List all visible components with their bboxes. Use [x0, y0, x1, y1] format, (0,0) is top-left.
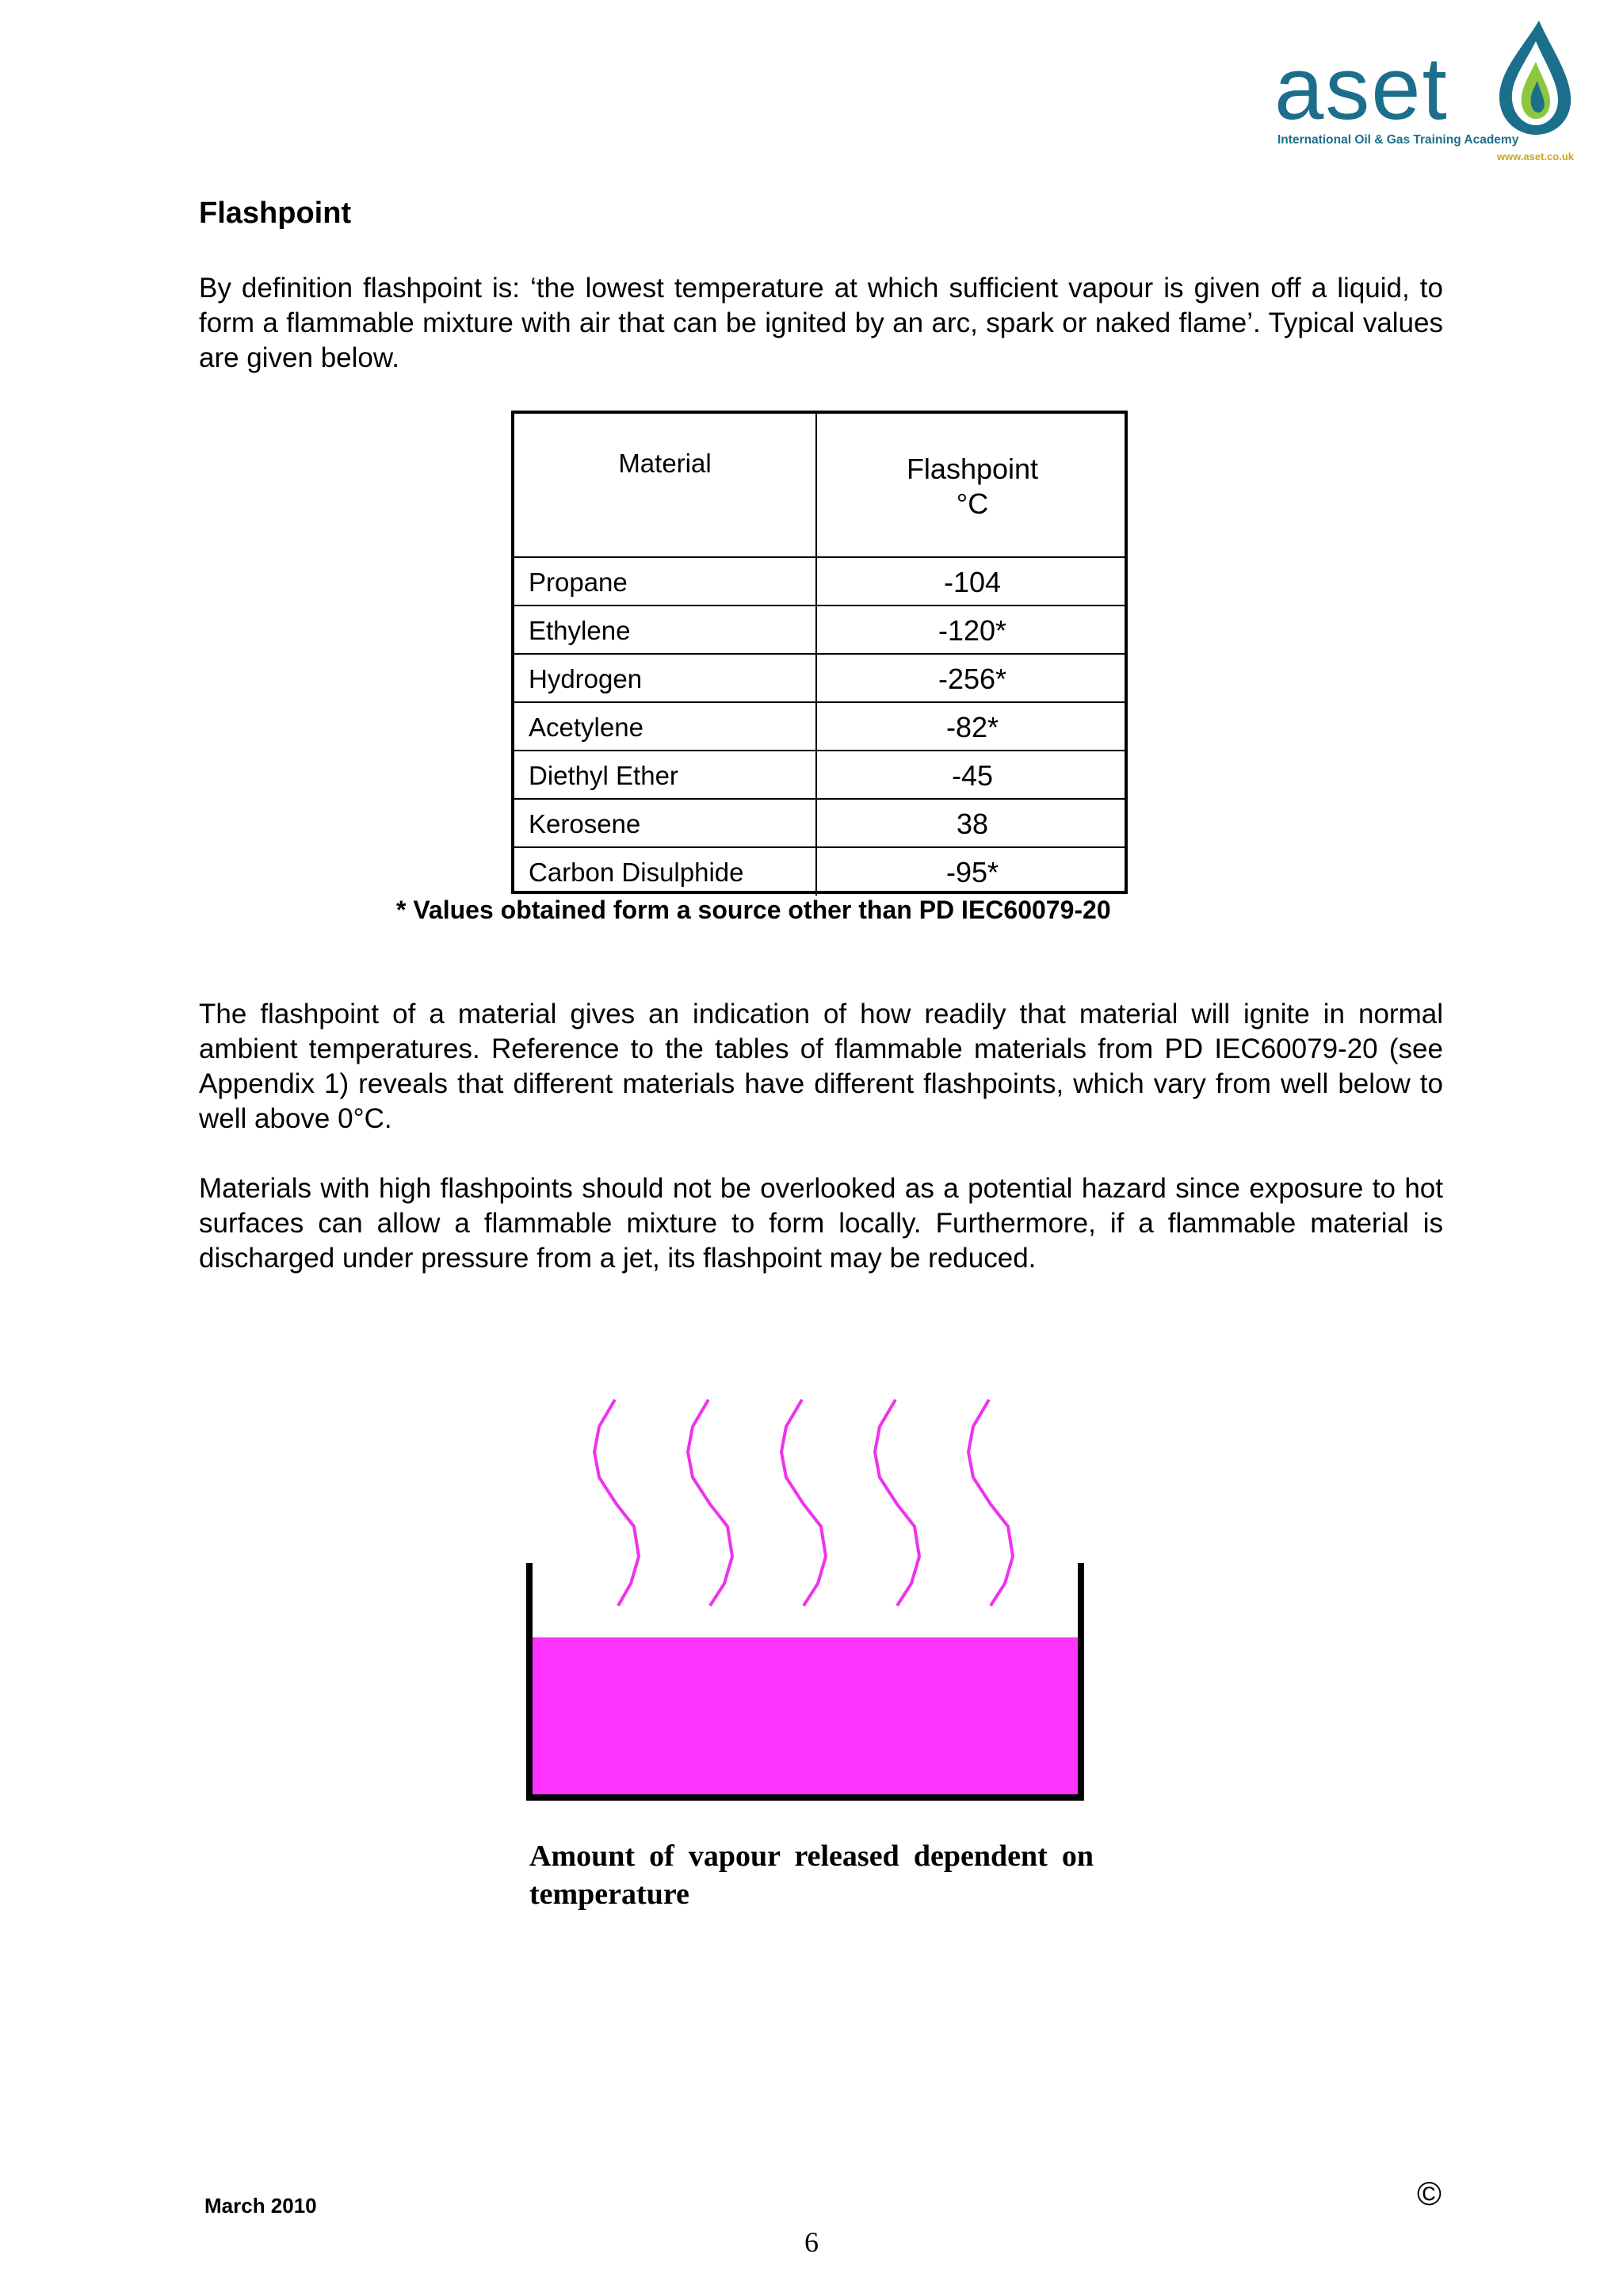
- table-row: [514, 703, 1128, 751]
- logo-wordmark: aset: [1274, 39, 1449, 138]
- vapour-line: [968, 1400, 1013, 1606]
- vapour-line: [688, 1400, 732, 1606]
- material-cell: Diethyl Ether: [514, 751, 817, 798]
- table-row: [514, 848, 1128, 896]
- logo-tagline: International Oil & Gas Training Academy: [1277, 133, 1519, 147]
- table-row: [514, 558, 1128, 606]
- flashpoint-cell: -82*: [945, 711, 999, 743]
- aset-logo: [1274, 17, 1591, 168]
- material-cell: Carbon Disulphide: [514, 848, 817, 896]
- flashpoint-cell: -95*: [945, 856, 999, 888]
- table-footnote: * Values obtained form a source other than PD IEC60079-20: [396, 896, 1111, 924]
- vapour-line: [875, 1400, 919, 1606]
- water-drop-icon: [1490, 17, 1577, 136]
- logo-url: www.aset.co.uk: [1496, 151, 1574, 162]
- material-cell: Acetylene: [514, 703, 817, 750]
- header-material: Material: [514, 414, 817, 556]
- header-flashpoint-label: Flashpoint: [906, 453, 1039, 485]
- footer-date: March 2010: [204, 2194, 317, 2218]
- flashpoint-cell: -256*: [938, 663, 1007, 695]
- material-cell: Propane: [514, 558, 817, 605]
- material-cell: Ethylene: [514, 606, 817, 653]
- vapour-lines: [594, 1400, 1013, 1606]
- table-row: [514, 655, 1128, 703]
- header-flashpoint-unit: °C: [956, 487, 989, 520]
- diagram-caption: Amount of vapour released dependent on temperature: [529, 1839, 1094, 1911]
- page-number: 6: [804, 2226, 819, 2258]
- material-cell: Hydrogen: [514, 655, 817, 701]
- flashpoint-cell: -120*: [938, 614, 1007, 647]
- body-paragraph-3: Materials with high flashpoints should not be overlooked as a potential hazard since exposure to hot surfaces can allow a flammable mixture to form locally. Furthermore, if a flammable material is discharged under pressure from a jet, its flashpoint may be reduced.: [199, 1173, 1443, 1274]
- vapour-line: [781, 1400, 826, 1606]
- table-row: [514, 606, 1128, 655]
- header-flashpoint: [817, 414, 1128, 556]
- table-row: [514, 751, 1128, 800]
- vapour-line: [594, 1400, 639, 1606]
- material-cell: Kerosene: [514, 800, 817, 846]
- flashpoint-cell: 38: [956, 808, 989, 840]
- copyright-icon: ©: [1417, 2175, 1442, 2212]
- intro-paragraph: By definition flashpoint is: ‘the lowest temperature at which sufficient vapour is given off a liquid, to form a flammable mixture with air that can be ignited by an arc, spark or naked flame’. Typical values are given below.: [199, 273, 1443, 373]
- vapour-diagram: [507, 1379, 1109, 1807]
- flashpoint-cell: -45: [951, 759, 994, 792]
- flashpoint-table: [511, 411, 1128, 894]
- table-row: [514, 800, 1128, 848]
- liquid: [531, 1637, 1078, 1796]
- table-body: [514, 556, 1128, 896]
- body-paragraph-2: The flashpoint of a material gives an indication of how readily that material will ignite in normal ambient temperatures. Reference to the tables of flammable materials from PD IEC60079-20 (see Appendix 1) reveals that different materials have different flashpoints, which vary from well below to well above 0°C.: [199, 999, 1443, 1134]
- flashpoint-cell: -104: [943, 566, 1002, 598]
- page-title: Flashpoint: [199, 197, 352, 230]
